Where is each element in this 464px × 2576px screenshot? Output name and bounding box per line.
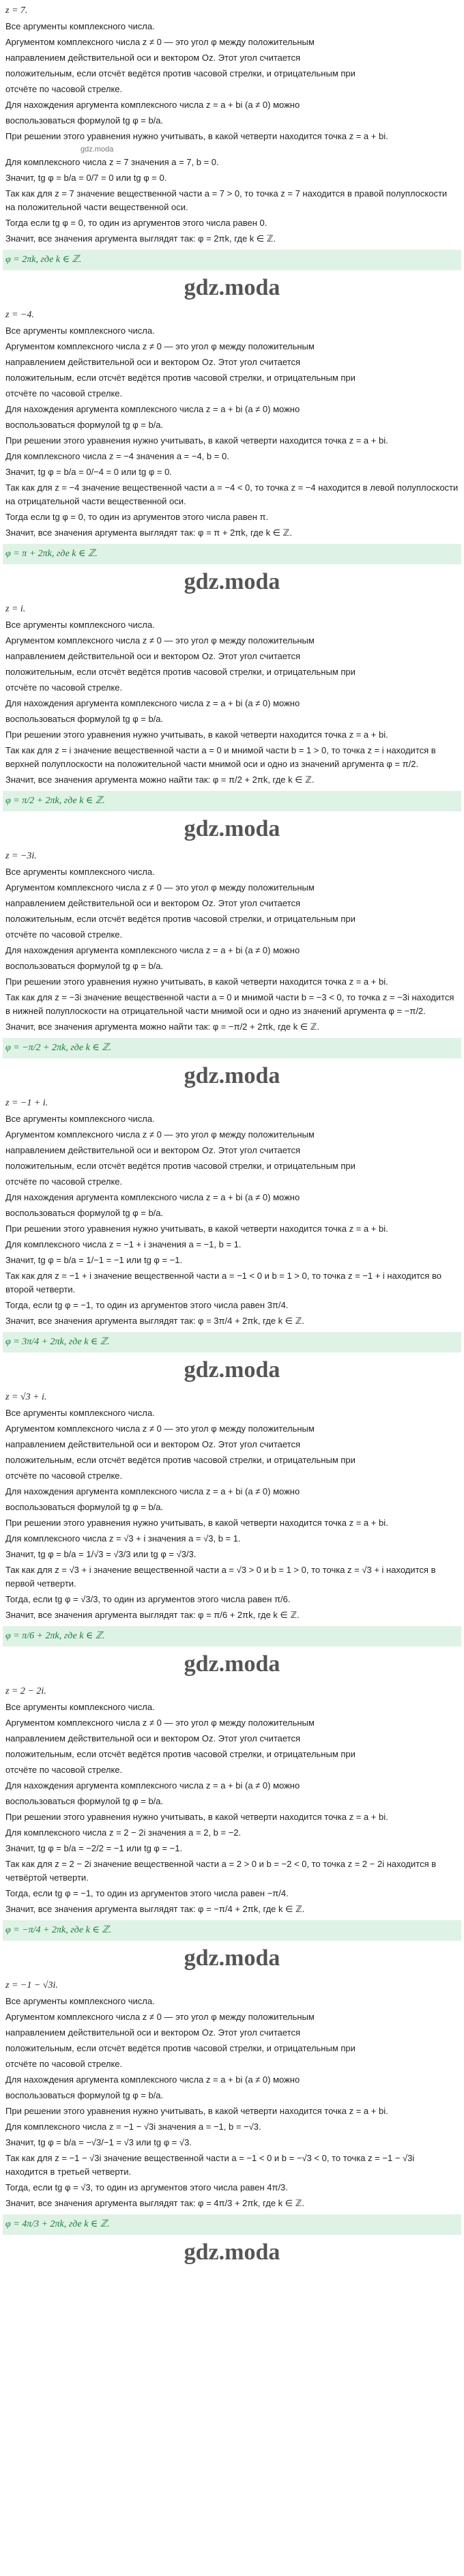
text-line: Значит, все значения аргумента выглядят так: φ = π/6 + 2πk, где k ∈ ℤ. (5, 1610, 300, 1620)
text-line: Все аргументы комплексного числа. (5, 1114, 155, 1124)
text-line: Для комплексного числа z = −1 − √3i значения a = −1, b = −√3. (5, 2122, 261, 2132)
text-line: Так как для z = 2 − 2i значение вещественной части a = 2 > 0 и b = −2 < 0, то точка z = 2 − 2i находится в четвёртой четверти. (5, 1859, 437, 1883)
text-line: воспользоваться формулой tg φ = b/a. (5, 1796, 164, 1806)
text-line: Для комплексного числа z = −4 значения a = −4, b = 0. (5, 451, 229, 461)
text-line: Значит, tg φ = b/a = 1/√3 = √3/3 или tg φ = √3/3. (5, 1549, 197, 1559)
solution-section (5, 4, 459, 302)
text-line: Аргументом комплексного числа z ≠ 0 — это угол φ между положительным (5, 882, 315, 893)
text-line: Так как для z = −1 + i значение вещественной части a = −1 < 0 и b = 1 > 0, то точка z = −1 + i находится во второй четверти. (5, 1271, 441, 1294)
text-line: положительным, если отсчёт ведётся против часовой стрелки, и отрицательным при (5, 667, 356, 677)
text-line: Значит, все значения аргумента выглядят так: φ = −π/4 + 2πk, где k ∈ ℤ. (5, 1904, 305, 1914)
watermark: gdz.moda (184, 569, 280, 594)
text-line: Аргументом комплексного числа z ≠ 0 — это угол φ между положительным (5, 635, 315, 646)
text-line: Аргументом комплексного числа z ≠ 0 — это угол φ между положительным (5, 341, 315, 351)
text-line: положительным, если отсчёт ведётся против часовой стрелки, и отрицательным при (5, 373, 356, 383)
text-line: Так как для z = i значение вещественной части a = 0 и мнимой части b = 1 > 0, то точка z = i находится в верхней полуплоскости на положительной части мнимой оси и одно из значений аргумента φ = π/2. (5, 745, 436, 769)
text-line: Значит, все значения аргумента можно найти так: φ = π/2 + 2πk, где k ∈ ℤ. (5, 775, 315, 785)
text-line: направлением действительной оси и вектором Oz. Этот угол считается (5, 1145, 301, 1155)
text-line: Все аргументы комплексного числа. (5, 620, 155, 630)
text-line: Так как для z = −4 значение вещественной части a = −4 < 0, то точка z = −4 находится в левой полуплоскости на отрицательной части вещественной оси. (5, 482, 459, 506)
text-line: Для комплексного числа z = 2 − 2i значения a = 2, b = −2. (5, 1827, 242, 1838)
text-line: Все аргументы комплексного числа. (5, 21, 155, 31)
solution-section (5, 308, 459, 596)
text-line: Для нахождения аргумента комплексного числа z = a + bi (a ≠ 0) можно (5, 1192, 300, 1202)
solution-section (5, 603, 459, 843)
text-line: Значит, все значения аргумента выглядят так: φ = 2πk, где k ∈ ℤ. (5, 233, 276, 244)
watermark: gdz.moda (184, 1651, 280, 1677)
text-line: При решении этого уравнения нужно учитывать, в какой четверти находится точка z = a + bi. (5, 729, 388, 740)
text-line: Аргументом комплексного числа z ≠ 0 — это угол φ между положительным (5, 1718, 315, 1728)
text-line: Аргументом комплексного числа z ≠ 0 — это угол φ между положительным (5, 2012, 315, 2022)
text-line: Значит, tg φ = b/a = −√3/−1 = √3 или tg φ = √3. (5, 2137, 192, 2147)
text-line: При решении этого уравнения нужно учитывать, в какой четверти находится точка z = a + bi. (5, 976, 388, 987)
text-line: Для нахождения аргумента комплексного числа z = a + bi (a ≠ 0) можно (5, 2074, 300, 2085)
text-line: Для нахождения аргумента комплексного числа z = a + bi (a ≠ 0) можно (5, 698, 300, 708)
text-line: Для нахождения аргумента комплексного числа z = a + bi (a ≠ 0) можно (5, 100, 300, 110)
text-line: направлением действительной оси и вектором Oz. Этот угол считается (5, 357, 301, 367)
text-line: положительным, если отсчёт ведётся против часовой стрелки, и отрицательным при (5, 914, 356, 924)
text-line: воспользоваться формулой tg φ = b/a. (5, 961, 164, 971)
text-line: При решении этого уравнения нужно учитывать, в какой четверти находится точка z = a + bi. (5, 131, 388, 141)
text-line: отсчёте по часовой стрелке. (5, 1765, 123, 1775)
text-line: Так как для z = −1 − √3i значение вещественной части a = −1 < 0 и b = −√3 < 0, то точка z = −1 − √3i находится в третьей четверти. (5, 2153, 415, 2177)
section-header: z = −1 − √3i. (5, 1980, 58, 1991)
text-line: отсчёте по часовой стрелке. (5, 1471, 123, 1481)
text-line: воспользоваться формулой tg φ = b/a. (5, 115, 164, 126)
solution-section (5, 1685, 459, 1972)
text-line: Значит, tg φ = b/a = 0/−4 = 0 или tg φ = 0. (5, 467, 172, 477)
text-line: положительным, если отсчёт ведётся против часовой стрелки, и отрицательным при (5, 68, 356, 78)
text-line: направлением действительной оси и вектором Oz. Этот угол считается (5, 651, 301, 661)
text-line: Тогда, если tg φ = √3, то один из аргументов этого числа равен 4π/3. (5, 2182, 288, 2193)
text-line: Тогда, если tg φ = −1, то один из аргументов этого числа равен 3π/4. (5, 1300, 289, 1310)
answer-box: φ = 4π/3 + 2πk, где k ∈ ℤ. (3, 2214, 461, 2235)
text-line: направлением действительной оси и вектором Oz. Этот угол считается (5, 53, 301, 63)
answer-box: φ = 3π/4 + 2πk, где k ∈ ℤ. (3, 1332, 461, 1352)
section-header: z = i. (5, 604, 26, 614)
answer-box: φ = −π/4 + 2πk, где k ∈ ℤ. (3, 1920, 461, 1941)
text-line: При решении этого уравнения нужно учитывать, в какой четверти находится точка z = a + bi. (5, 1224, 388, 1234)
text-line: Значит, все значения аргумента можно найти так: φ = −π/2 + 2πk, где k ∈ ℤ. (5, 1022, 320, 1032)
text-line: Значит, все значения аргумента выглядят так: φ = π + 2πk, где k ∈ ℤ. (5, 527, 292, 538)
text-line: отсчёте по часовой стрелке. (5, 84, 123, 94)
text-line: воспользоваться формулой tg φ = b/a. (5, 2090, 164, 2100)
text-line: направлением действительной оси и вектором Oz. Этот угол считается (5, 1439, 301, 1449)
watermark-small: gdz.moda (81, 145, 114, 154)
text-line: положительным, если отсчёт ведётся против часовой стрелки, и отрицательным при (5, 2043, 356, 2053)
text-line: Значит, все значения аргумента выглядят так: φ = 4π/3 + 2πk, где k ∈ ℤ. (5, 2198, 305, 2208)
text-line: Все аргументы комплексного числа. (5, 1408, 155, 1418)
text-line: Все аргументы комплексного числа. (5, 325, 155, 336)
text-line: отсчёте по часовой стрелке. (5, 929, 123, 940)
text-line: положительным, если отсчёт ведётся против часовой стрелки, и отрицательным при (5, 1455, 356, 1465)
text-line: Для нахождения аргумента комплексного числа z = a + bi (a ≠ 0) можно (5, 1780, 300, 1791)
solution-section (5, 850, 459, 1090)
watermark: gdz.moda (184, 1357, 280, 1383)
text-line: Так как для z = −3i значение вещественной части a = 0 и мнимой части b = −3 < 0, то точка z = −3i находится в нижней полуплоскости на отрицательной части мнимой оси и одно из значений аргумента φ = −π/2. (5, 992, 454, 1016)
text-line: Тогда если tg φ = 0, то один из аргументов этого числа равен 0. (5, 218, 267, 228)
text-line: При решении этого уравнения нужно учитывать, в какой четверти находится точка z = a + bi. (5, 435, 388, 446)
section-header: z = −4. (5, 310, 34, 320)
text-line: Тогда, если tg φ = −1, то один из аргументов этого числа равен −π/4. (5, 1888, 289, 1898)
text-line: Значит, все значения аргумента выглядят так: φ = 3π/4 + 2πk, где k ∈ ℤ. (5, 1316, 305, 1326)
section-header: z = −3i. (5, 851, 37, 861)
answer-box: φ = 2πk, где k ∈ ℤ. (3, 250, 461, 270)
text-line: Тогда если tg φ = 0, то один из аргументов этого числа равен π. (5, 512, 269, 522)
watermark: gdz.moda (184, 2240, 280, 2265)
watermark: gdz.moda (184, 816, 280, 841)
text-line: воспользоваться формулой tg φ = b/a. (5, 1502, 164, 1512)
section-header: z = √3 + i. (5, 1392, 47, 1402)
text-line: отсчёте по часовой стрелке. (5, 388, 123, 399)
text-line: отсчёте по часовой стрелке. (5, 2059, 123, 2069)
text-line: отсчёте по часовой стрелке. (5, 1176, 123, 1187)
section-header: z = −1 + i. (5, 1098, 48, 1108)
section-header: z = 2 − 2i. (5, 1686, 46, 1696)
text-line: положительным, если отсчёт ведётся против часовой стрелки, и отрицательным при (5, 1161, 356, 1171)
text-line: Для нахождения аргумента комплексного числа z = a + bi (a ≠ 0) можно (5, 1486, 300, 1496)
text-line: направлением действительной оси и вектором Oz. Этот угол считается (5, 2027, 301, 2038)
text-line: Аргументом комплексного числа z ≠ 0 — это угол φ между положительным (5, 1129, 315, 1140)
watermark: gdz.moda (184, 1063, 280, 1088)
text-line: Все аргументы комплексного числа. (5, 1702, 155, 1712)
section-header: z = 7. (5, 5, 28, 16)
text-line: Для комплексного числа z = √3 + i значения a = √3, b = 1. (5, 1533, 241, 1544)
watermark: gdz.moda (184, 275, 280, 300)
solution-section (5, 1097, 459, 1384)
text-line: При решении этого уравнения нужно учитывать, в какой четверти находится точка z = a + bi. (5, 2106, 388, 2116)
answer-box: φ = −π/2 + 2πk, где k ∈ ℤ. (3, 1038, 461, 1058)
text-line: Значит, tg φ = b/a = −2/2 = −1 или tg φ = −1. (5, 1843, 183, 1853)
text-line: При решении этого уравнения нужно учитывать, в какой четверти находится точка z = a + bi. (5, 1518, 388, 1528)
text-line: При решении этого уравнения нужно учитывать, в какой четверти находится точка z = a + bi. (5, 1812, 388, 1822)
solution-section (5, 1391, 459, 1678)
text-line: положительным, если отсчёт ведётся против часовой стрелки, и отрицательным при (5, 1749, 356, 1759)
text-line: Для комплексного числа z = −1 + i значения a = −1, b = 1. (5, 1239, 242, 1249)
text-line: Аргументом комплексного числа z ≠ 0 — это угол φ между положительным (5, 1423, 315, 1434)
text-line: Аргументом комплексного числа z ≠ 0 — это угол φ между положительным (5, 37, 315, 47)
text-line: направлением действительной оси и вектором Oz. Этот угол считается (5, 1733, 301, 1743)
answer-box: φ = π/2 + 2πk, где k ∈ ℤ. (3, 791, 461, 811)
text-line: Все аргументы комплексного числа. (5, 1996, 155, 2006)
text-line: Для нахождения аргумента комплексного числа z = a + bi (a ≠ 0) можно (5, 404, 300, 414)
text-line: направлением действительной оси и вектором Oz. Этот угол считается (5, 898, 301, 908)
answer-box: φ = π + 2πk, где k ∈ ℤ. (3, 544, 461, 564)
watermark: gdz.moda (184, 1945, 280, 1971)
text-line: воспользоваться формулой tg φ = b/a. (5, 1208, 164, 1218)
text-line: Так как для z = 7 значение вещественной части a = 7 > 0, то точка z = 7 находится в правой полуплоскости на положительной части вещественной оси. (5, 188, 448, 212)
text-line: Для нахождения аргумента комплексного числа z = a + bi (a ≠ 0) можно (5, 945, 300, 955)
text-line: воспользоваться формулой tg φ = b/a. (5, 420, 164, 430)
text-line: Так как для z = √3 + i значение вещественной части a = √3 > 0 и b = 1 > 0, то точка z = √3 + i находится в первой четверти. (5, 1565, 436, 1589)
text-line: Все аргументы комплексного числа. (5, 867, 155, 877)
text-line: Тогда, если tg φ = √3/3, то один из аргументов этого числа равен π/6. (5, 1594, 291, 1604)
text-line: отсчёте по часовой стрелке. (5, 682, 123, 693)
text-line: Значит, tg φ = b/a = 1/−1 = −1 или tg φ = −1. (5, 1255, 183, 1265)
text-line: Значит, tg φ = b/a = 0/7 = 0 или tg φ = 0. (5, 173, 167, 183)
text-line: Для комплексного числа z = 7 значения a = 7, b = 0. (5, 157, 219, 167)
text-line: воспользоваться формулой tg φ = b/a. (5, 714, 164, 724)
answer-box: φ = π/6 + 2πk, где k ∈ ℤ. (3, 1626, 461, 1647)
solution-section (5, 1979, 459, 2266)
